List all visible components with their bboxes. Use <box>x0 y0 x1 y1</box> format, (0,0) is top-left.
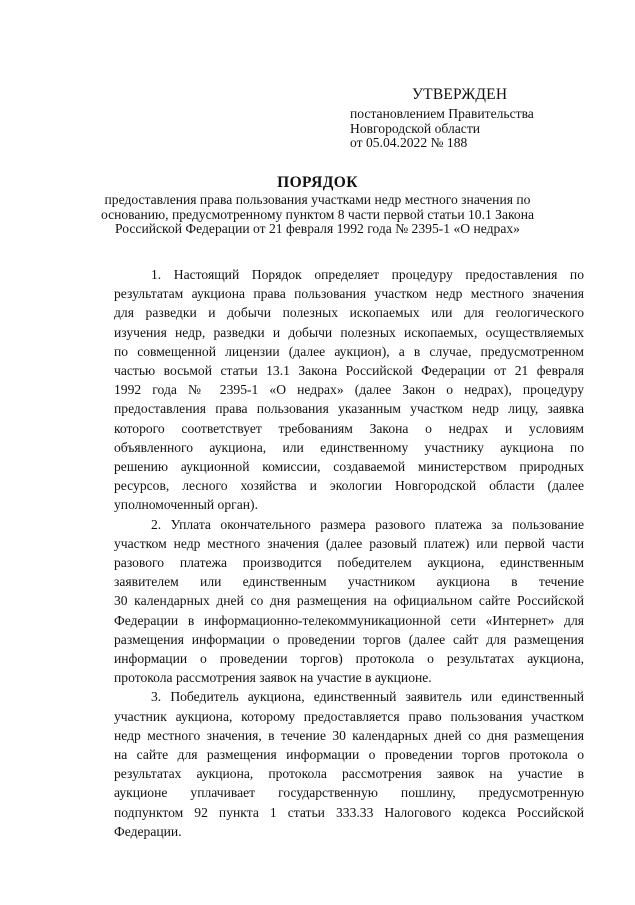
paragraph-line: 3. Победитель аукциона, единственный заявитель или единственный <box>151 689 584 705</box>
document-subtitle <box>0 193 635 237</box>
paragraph-line: объявленного аукциона, или единственному участнику аукциона по <box>114 439 584 455</box>
paragraph-line: участком недр местного значения (далее разовый платеж) или первой части <box>114 535 584 551</box>
paragraph-line: Федерации в информационно-телекоммуникационной сети «Интернет» для <box>114 612 584 628</box>
paragraph-1 <box>114 265 584 515</box>
paragraph-line: 1992 года № 2395-1 «О недрах» (далее Закон о недрах), процедуру <box>114 382 584 398</box>
paragraph-line: 30 календарных дней со дня размещения на официальном сайте Российской <box>114 593 584 609</box>
paragraph-line: уполномоченный орган). <box>114 497 258 513</box>
paragraph-line: которого соответствует требованиям Закона о недрах и условиям <box>114 420 584 436</box>
paragraph-line: аукционе уплачивает государственную пошлину, предусмотренную <box>114 785 584 801</box>
paragraph-line: подпунктом 92 пункта 1 статьи 333.33 Налогового кодекса Российской <box>114 804 584 820</box>
paragraph-line: результатах аукциона, протокола рассмотрения заявок на участие в <box>114 766 584 782</box>
document-title: ПОРЯДОК <box>277 174 358 191</box>
document-body <box>114 265 584 841</box>
paragraph-line: изучения недр, разведки и добычи полезных ископаемых, осуществляемых <box>114 324 584 340</box>
paragraph-line: частью восьмой статьи 13.1 Закона Российской Федерации от 21 февраля <box>114 363 584 379</box>
paragraph-line: 2. Уплата окончательного размера разового платежа за пользование <box>151 516 584 532</box>
paragraph-line: решению аукционной комиссии, создаваемой министерством природных <box>114 459 584 475</box>
paragraph-line: недр местного значения, в течение 30 календарных дней со дня размещения <box>114 727 584 743</box>
approval-block <box>350 107 534 151</box>
paragraph-line: предоставления права пользования указанным участком недр лицу, заявка <box>114 401 584 417</box>
paragraph-line: заявителем или единственным участником аукциона в течение <box>114 574 584 590</box>
subtitle-line: предоставления права пользования участками недр местного значения по <box>104 192 531 207</box>
approval-heading: УТВЕРЖДЕН <box>412 86 508 103</box>
paragraph-line: разового платежа производится победителем аукциона, единственным <box>114 555 584 571</box>
paragraph-2 <box>114 515 584 688</box>
paragraph-line: по совмещенной лицензии (далее аукцион), а в случае, предусмотренном <box>114 343 584 359</box>
paragraph-line: 1. Настоящий Порядок определяет процедуру предоставления по <box>151 267 584 282</box>
paragraph-line: результатам аукциона права пользования участком недр местного значения <box>114 286 584 302</box>
approval-line: от 05.04.2022 № 188 <box>350 135 468 150</box>
paragraph-line: участник аукциона, которому предоставляется право пользования участком <box>114 708 584 724</box>
paragraph-line: для разведки и добычи полезных ископаемых или для геологического <box>114 305 584 321</box>
paragraph-line: Федерации. <box>114 823 182 839</box>
approval-line: Новгородской области <box>350 120 481 136</box>
paragraph-line: ресурсов, лесного хозяйства и экологии Новгородской области (далее <box>114 478 584 494</box>
paragraph-line: на сайте для размещения информации о проведении торгов протокола о <box>114 747 584 763</box>
paragraph-line: протокола рассмотрения заявок на участие в аукционе. <box>114 670 432 686</box>
paragraph-3 <box>114 687 584 841</box>
approval-line: постановлением Правительства <box>350 106 534 121</box>
paragraph-line: информации о проведении торгов) протокола о результатах аукциона, <box>114 651 584 667</box>
subtitle-line: Российской Федерации от 21 февраля 1992 года № 2395-1 «О недрах» <box>115 221 520 236</box>
subtitle-line: основанию, предусмотренному пунктом 8 части первой статьи 10.1 Закона <box>100 206 535 222</box>
paragraph-line: размещения информации о проведении торгов (далее сайт для размещения <box>114 631 584 647</box>
